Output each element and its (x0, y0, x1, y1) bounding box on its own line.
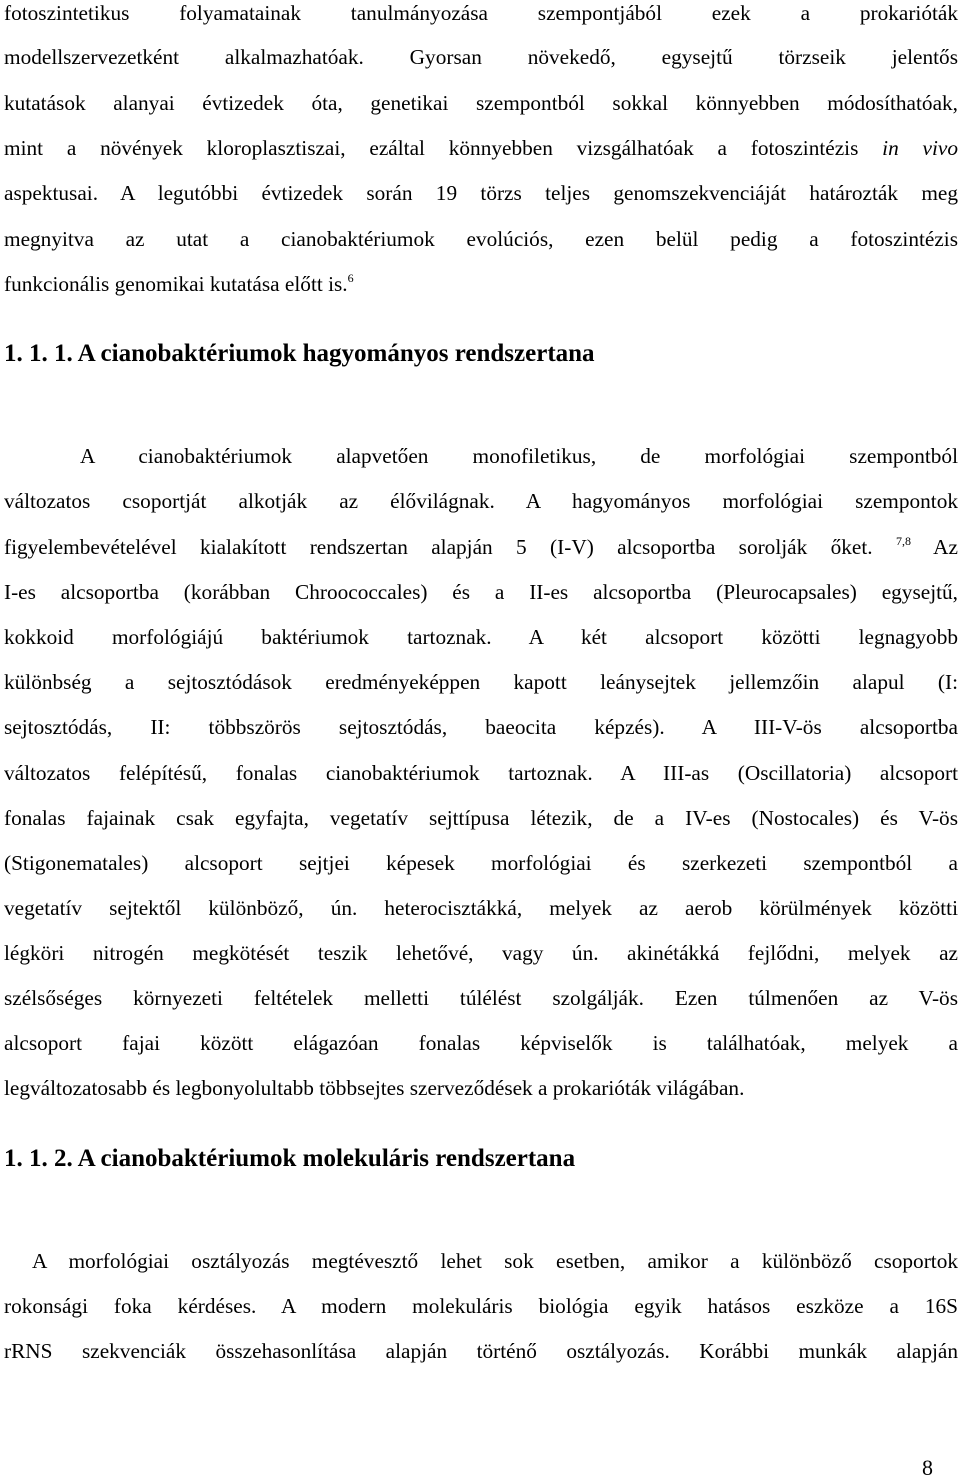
text-line: változatos felépítésű, fonalas cianobaktériumok tartoznak. A III-as (Oscillatoria) alcsoport (4, 761, 958, 785)
text-line: különbség a sejtosztódások eredményeképpen kapott leánysejtek jellemzőin alapul (I: (4, 670, 958, 694)
footnote-reference: 7,8 (895, 534, 911, 548)
text-line: fotoszintetikus folyamatainak tanulmányozása szempontjából ezek a prokarióták (4, 1, 958, 25)
text-line: kokkoid morfológiájú baktériumok tartoznak. A két alcsoport közötti legnagyobb (4, 625, 958, 649)
text-line: (Stigonematales) alcsoport sejtjei képesek morfológiai és szerkezeti szempontból a (4, 851, 958, 875)
text-line (4, 534, 958, 560)
text-line (4, 271, 958, 297)
text-line: megnyitva az utat a cianobaktériumok evolúciós, ezen belül pedig a fotoszintézis (4, 227, 958, 251)
footnote-reference: 6 (347, 271, 354, 285)
text-line: kutatások alanyai évtizedek óta, genetikai szempontból sokkal könnyebben módosíthatóak, (4, 91, 958, 115)
text-line: sejtosztódás, II: többszörös sejtosztódás, baeocita képzés). A III-V-ös alcsoportba (4, 715, 958, 739)
text-line: legváltozatosabb és legbonyolultabb többsejtes szerveződések a prokarióták világában. (4, 1076, 745, 1100)
text-line (4, 135, 958, 161)
text-line: szélsőséges környezeti feltételek melletti túlélést szolgálják. Ezen túlmenően az V-ös (4, 986, 958, 1010)
text-span: figyelembevételével kialakított rendszertan alapján 5 (I-V) alcsoportba sorolják őket. (4, 535, 873, 559)
italic-term: in vivo (882, 136, 958, 160)
text-line: alcsoport fajai között elágazóan fonalas képviselők is találhatóak, melyek a (4, 1031, 958, 1055)
text-line: fonalas fajainak csak egyfajta, vegetatív sejttípusa létezik, de a IV-es (Nostocales) és V-ös (4, 806, 958, 830)
text-line: rRNS szekvenciák összehasonlítása alapján történő osztályozás. Korábbi munkák alapján (4, 1339, 958, 1363)
text-line: A morfológiai osztályozás megtévesztő lehet sok esetben, amikor a különböző csoportok (32, 1249, 958, 1273)
text-line: változatos csoportját alkotják az élővilágnak. A hagyományos morfológiai szempontok (4, 489, 958, 513)
text-line: vegetatív sejtektől különböző, ún. heterocisztákká, melyek az aerob körülmények közötti (4, 896, 958, 920)
text-span: Az (933, 535, 958, 559)
text-line: légköri nitrogén megkötését teszik lehetővé, vagy ún. akinétákká fejlődni, melyek az (4, 941, 958, 965)
text-line: I-es alcsoportba (korábban Chroococcales) és a II-es alcsoportba (Pleurocapsales) egysejtű, (4, 580, 958, 604)
text-line: rokonsági foka kérdéses. A modern molekuláris biológia egyik hatásos eszköze a 16S (4, 1294, 958, 1318)
section-heading: 1. 1. 2. A cianobaktériumok molekuláris rendszertana (4, 1145, 576, 1172)
text-span: mint a növények kloroplasztiszai, ezáltal könnyebben vizsgálhatóak a fotoszintézis (4, 136, 859, 160)
page-number: 8 (922, 1455, 933, 1480)
text-line: aspektusai. A legutóbbi évtizedek során 19 törzs teljes genomszekvenciáját határozták meg (4, 181, 958, 205)
text-line: modellszervezetként alkalmazhatóak. Gyorsan növekedő, egysejtű törzseik jelentős (4, 45, 958, 69)
text-span: funkcionális genomikai kutatása előtt is. (4, 272, 348, 296)
section-heading: 1. 1. 1. A cianobaktériumok hagyományos rendszertana (4, 340, 595, 367)
text-line: A cianobaktériumok alapvetően monofiletikus, de morfológiai szempontból (80, 444, 958, 468)
